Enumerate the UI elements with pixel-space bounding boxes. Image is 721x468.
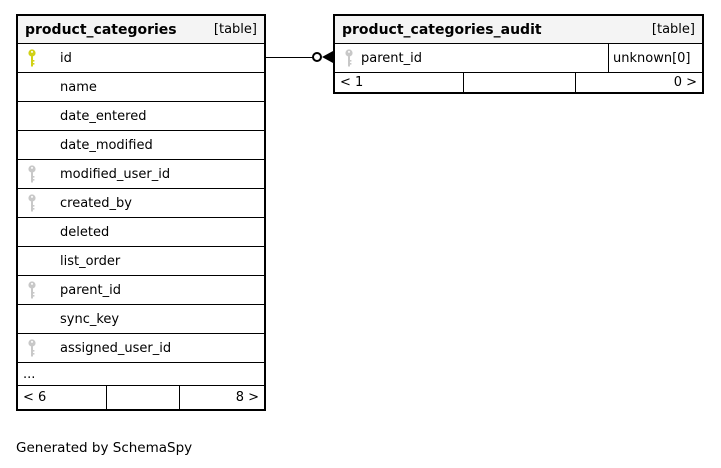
table-product-categories [16, 14, 266, 411]
table-product-categories-audit [333, 14, 704, 94]
cardinality-circle-icon [312, 52, 322, 62]
columns-ellipsis: ... [18, 362, 264, 385]
column-row-date-modified [18, 130, 264, 159]
foreign-key-icon [28, 165, 36, 183]
table-header-product-categories-audit[interactable] [335, 16, 702, 43]
column-row-parent-id [335, 43, 702, 72]
primary-key-icon [28, 49, 36, 67]
parents-count: 8 > [179, 386, 264, 409]
parents-count: 0 > [575, 73, 702, 92]
column-name: parent_id [361, 50, 422, 66]
column-name: modified_user_id [60, 166, 171, 182]
relationship-line [265, 57, 313, 58]
table-footer [18, 385, 264, 409]
column-row-id [18, 43, 264, 72]
children-count: < 6 [23, 390, 47, 405]
column-name: created_by [60, 195, 132, 211]
column-row-deleted [18, 217, 264, 246]
column-row-assigned-user-id [18, 333, 264, 362]
table-name[interactable]: product_categories_audit [342, 21, 542, 38]
column-name: date_modified [60, 137, 153, 153]
column-name: assigned_user_id [60, 340, 172, 356]
table-footer [335, 72, 702, 92]
foreign-key-icon [28, 194, 36, 212]
footer-spacer-cell [106, 386, 179, 409]
column-name: id [60, 50, 72, 66]
foreign-key-icon [28, 281, 36, 299]
column-name: deleted [60, 224, 110, 240]
foreign-key-icon [345, 49, 353, 67]
column-name: parent_id [60, 282, 121, 298]
table-type-label: [table] [651, 22, 695, 37]
column-name: sync_key [60, 311, 120, 327]
column-name: name [60, 79, 97, 95]
column-row-parent-id [18, 275, 264, 304]
column-row-name [18, 72, 264, 101]
column-row-list-order [18, 246, 264, 275]
column-row-modified-user-id [18, 159, 264, 188]
column-name: date_entered [60, 108, 147, 124]
table-type-label: [table] [213, 22, 257, 37]
column-row-created-by [18, 188, 264, 217]
foreign-key-icon [28, 339, 36, 357]
arrowhead-icon [322, 51, 333, 63]
footer-spacer-cell [463, 73, 575, 92]
children-count: < 1 [340, 75, 364, 90]
table-name[interactable]: product_categories [25, 21, 177, 38]
column-row-sync-key [18, 304, 264, 333]
generated-by-caption: Generated by SchemaSpy [16, 440, 193, 456]
column-type-info: unknown[0] [608, 44, 702, 72]
table-header-product-categories[interactable] [18, 16, 264, 43]
column-row-date-entered [18, 101, 264, 130]
column-name: list_order [60, 253, 121, 269]
